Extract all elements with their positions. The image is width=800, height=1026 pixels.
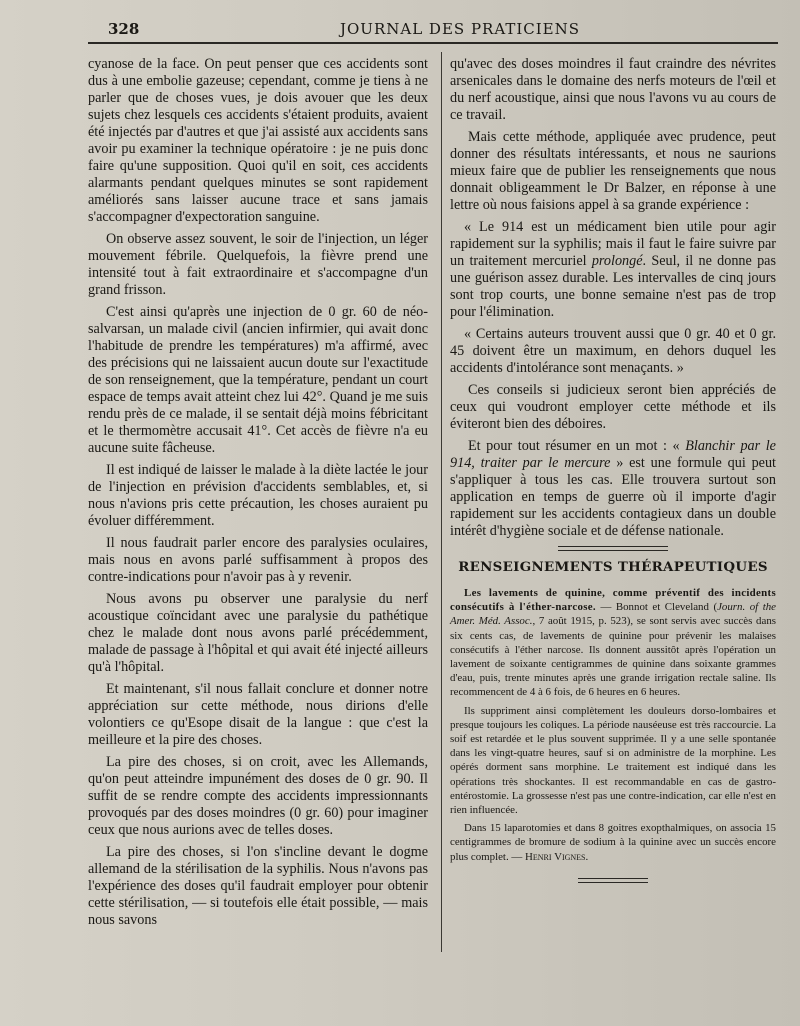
note-text: Dans 15 laparotomies et dans 8 goitres exopthalmiques, on associa 15 centigrammes de bromure de sodium à la quinine avec un succès encore plus complet. — xyxy=(450,822,776,863)
note-text: — Bonnot et Cleveland ( xyxy=(595,601,718,614)
quote-emphasis: prolongé xyxy=(591,253,643,269)
author-signature: Henri Vignes. xyxy=(525,850,589,863)
section-separator xyxy=(558,546,668,551)
paragraph: La pire des choses, si on croit, avec les Allemands, qu'on peut atteindre impunément des doses de 0 gr. 90. Il suffit de se rendre compte des accidents impressionnants provoqués par des doses moindres (0 gr. 60) pour imaginer ceux que nous aurions avec de telles doses. xyxy=(88,754,428,838)
paragraph-text: » est une formule qui peut s'appliquer à tous les cas. Elle trouvera surtout son application en temps de guerre où il importe d'agir rapidement sur les accidents contagieux dans un double intérêt d'hygiène sociale et de défense nationale. xyxy=(450,455,776,539)
note-title: Les lavements de quinine, comme préventif des incidents consécutifs à l'éther-narcose. xyxy=(450,587,776,614)
header-rule xyxy=(88,42,778,44)
paragraph: qu'avec des doses moindres il faut craindre des névrites arsenicales dans le domaine des nerfs moteurs de l'œil et du nerf acoustique, ainsi que nous l'avons vu au cours de ce travail. xyxy=(450,56,776,123)
paragraph: La pire des choses, si l'on s'incline devant le dogme allemand de la stérilisation de la syphilis. Nous n'avons pas l'expérience des doses qu'il faudrait employer pour obtenir cette stérilisation, — si toutefois elle était possible, — mais nous savons xyxy=(88,844,428,928)
paragraph: C'est ainsi qu'après une injection de 0 gr. 60 de néo-salvarsan, un malade civil (ancien infirmier, qui avait donc l'habitude de prendre les températures) m'a affirmé, avec des précisions qui ne laissaient aucun doute sur l'exactitude de son renseignement, que la température, pendant un court espace de temps avait atteint chez lui 42°. Quand je me suis rendu près de ce malade, il se sentait déjà moins fébricitant et le thermomètre accusait 41°. Cet accès de fièvre n'a eu aucune suite fâcheuse. xyxy=(88,304,428,456)
paragraph: On observe assez souvent, le soir de l'injection, un léger mouvement fébrile. Quelquefois, la fièvre prend une intensité tout à fait extraordinaire et s'accompagne d'un grand frisson. xyxy=(88,231,428,298)
left-column xyxy=(88,56,428,934)
note-paragraph xyxy=(450,586,776,700)
citation-journal: Journ. of the Amer. Méd. Assoc. xyxy=(450,601,776,628)
motto-emphasis: Blanchir par le 914, traiter par le mercure xyxy=(450,438,776,471)
paragraph: Et maintenant, s'il nous fallait conclure et donner notre appréciation sur cette méthode, nous dirions d'elle volontiers ce qu'Esope disait de la langue : que c'est la meilleure et la pire des choses. xyxy=(88,681,428,748)
paragraph xyxy=(450,438,776,540)
end-separator xyxy=(578,878,648,883)
paragraph: Nous avons pu observer une paralysie du nerf acoustique coïncidant avec une paralysie du pathétique chez le malade dont nous avons parlé précédemment, malade de passage à l'hôpital et qui avait été injecté ailleurs qu'à l'hôpital. xyxy=(88,591,428,675)
note-paragraph xyxy=(450,821,776,864)
paragraph: Ces conseils si judicieux seront bien appréciés de ceux qui voudront employer cette méthode et ils éviteront bien des déboires. xyxy=(450,382,776,432)
paragraph: Il nous faudrait parler encore des paralysies oculaires, mais nous en avons parlé suffisamment à propos des contre-indications pour n'avoir pas à y revenir. xyxy=(88,535,428,585)
quote-text: « Le 914 est un médicament bien utile pour agir rapidement sur la syphilis; mais il faut le faire suivre par un traitement mercuriel xyxy=(450,219,776,269)
right-column xyxy=(450,56,776,883)
quote-paragraph: « Certains auteurs trouvent aussi que 0 gr. 40 et 0 gr. 45 doivent être un maximum, en dehors duquel les accidents d'intolérance sont menaçants. » xyxy=(450,326,776,376)
quote-paragraph xyxy=(450,219,776,321)
paragraph-text: Et pour tout résumer en un mot : « xyxy=(468,438,686,454)
page-header xyxy=(0,18,800,42)
therapeutic-notes xyxy=(450,586,776,864)
paragraph: Mais cette méthode, appliquée avec prudence, peut donner des résultats intéressants, et nous ne saurions mieux faire que de publier les renseignements que nous donnait obligeamment le Dr Balzer, en réponse à une lettre où nous faisions appel à sa grande expérience : xyxy=(450,129,776,213)
note-paragraph: Ils suppriment ainsi complètement les douleurs dorso-lombaires et presque toujours les coliques. La période nauséeuse est très raccourcie. La soif est retardée et le plus souvent supprimée. Il y a une selle spontanée dans les vingt-quatre heures, sauf si on administre de la morphine. Les opérés dorment sans morphine. Le traitement est indiqué dans les opérations très shockantes. Il est recommandable en cas de gastro-entérostomie. La grossesse n'est pas une contre-indication, car elle n'est en rien influencée. xyxy=(450,704,776,817)
column-divider xyxy=(441,52,442,952)
journal-title: JOURNAL DES PRATICIENS xyxy=(340,20,581,38)
page-number: 328 xyxy=(108,20,140,38)
paragraph: cyanose de la face. On peut penser que ces accidents sont dus à une embolie gazeuse; cependant, comme je tiens à ne parler que de choses vues, je dois avouer que les deux sujets chez lesquels ces accidents s'étaient produits, avaient été injectés par d'autres et que j'ai assisté aux accidents sans avoir pu examiner la technique opératoire : je ne puis donc faire qu'une supposition. Quoi qu'il en soit, ces accidents alarmants pendant quelques minutes se sont rapidement améliorés sans laisser aucune trace et sans jamais s'accompagner d'expectoration sanguine. xyxy=(88,56,428,225)
quote-text: . Seul, il ne donne pas une guérison assez durable. Les intervalles de cinq jours sont trop courts, une bonne semaine n'est pas de trop pour l'élimination. xyxy=(450,253,776,320)
section-heading: RENSEIGNEMENTS THÉRAPEUTIQUES xyxy=(458,559,768,575)
paragraph: Il est indiqué de laisser le malade à la diète lactée le jour de l'injection en prévision d'accidents semblables, et, si nous n'avions pris cette précaution, les choses auraient pu évoluer différemment. xyxy=(88,462,428,529)
note-text: , 7 août 1915, p. 523), se sont servis avec succès dans six cents cas, de lavements de quinine pour prévenir les malaises consécutifs à l'éther narcose. Ils donnent aussitôt après l'opération un lavement de soixante centigrammes de quinine dans soixante grammes d'eau, puis, trente minutes après une grande irrigation rectale saline. Ils recommencent de 4 à 6 fois, de 6 heures en 6 heures. xyxy=(450,615,776,699)
